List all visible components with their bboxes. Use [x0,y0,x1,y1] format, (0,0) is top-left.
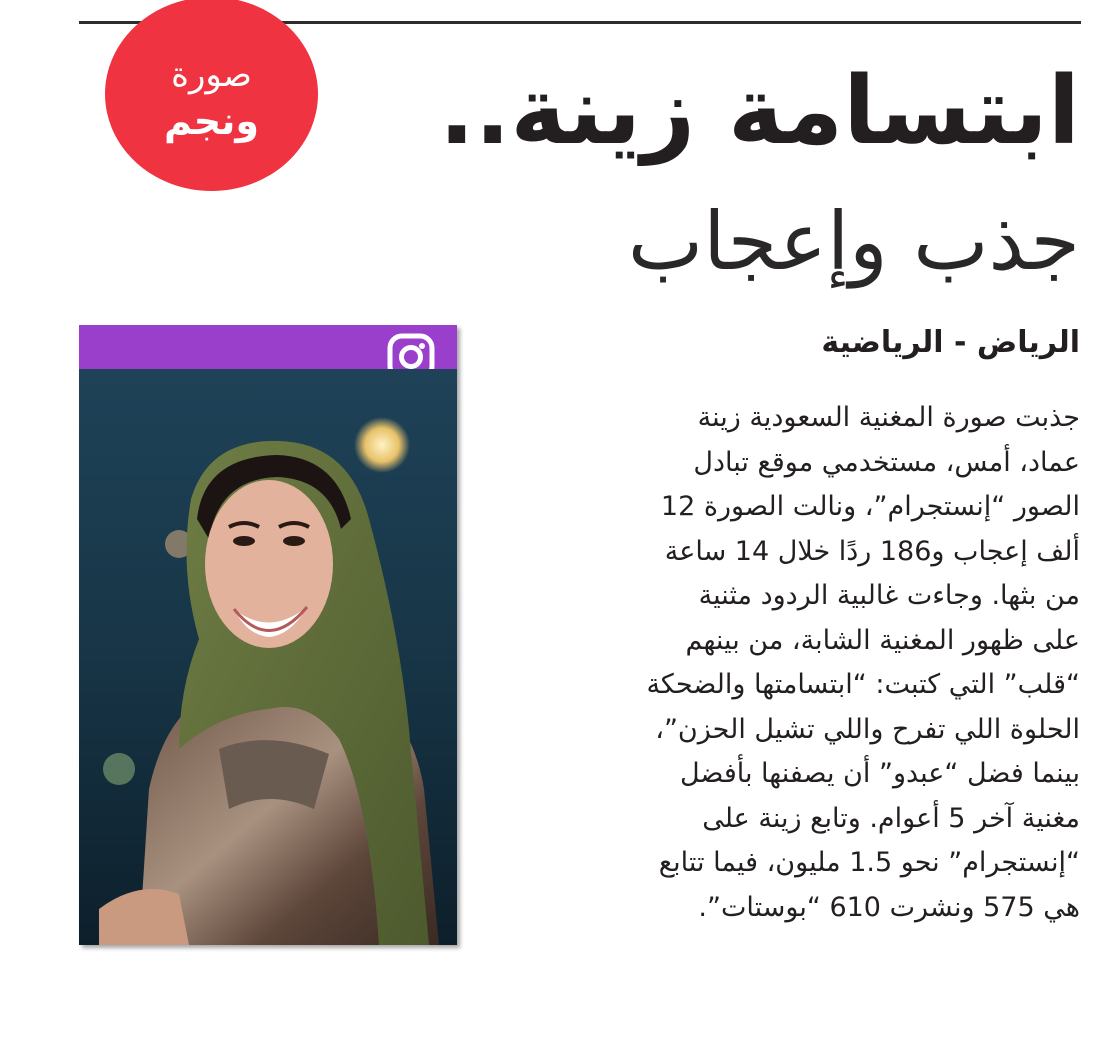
body-line: الحلوة اللي تفرح واللي تشيل الحزن”، [655,713,1080,745]
body-line: عماد، أمس، مستخدمي موقع تبادل [693,446,1080,478]
body-line: بينما فضل “عبدو” أن يصفنها بأفضل [679,758,1080,789]
subheadline: جذب وإعجاب [627,195,1080,288]
body-line: “إنستجرام” نحو 1.5 مليون، فيما تتابع [658,847,1080,878]
badge-label-line2: ونجم [163,99,260,143]
body-line: هي 575 ونشرت 610 “بوستات”. [698,891,1080,923]
body-line: “قلب” التي كتبت: “ابتسامتها والضحكة [646,669,1080,700]
body-line: مغنية آخر 5 أعوام. وتابع زينة على [702,802,1080,834]
headline: ابتسامة زينة.. [439,57,1080,166]
badge-label-line1: صورة [171,55,252,95]
body-line: جذبت صورة المغنية السعودية زينة [697,402,1080,433]
body-line: من بثها. وجاءت غالبية الردود مثنية [698,580,1080,611]
article-body [510,396,1080,930]
portrait-illustration [79,369,457,945]
body-line: على ظهور المغنية الشابة، من بينهم [685,624,1080,656]
section-badge [105,0,318,191]
body-line: ألف إعجاب و186 ردًا خلال 14 ساعة [664,535,1080,567]
article-photo [79,325,457,945]
body-line: الصور “إنستجرام”، ونالت الصورة 12 [660,491,1080,522]
dateline: الرياض - الرياضية [821,325,1080,360]
